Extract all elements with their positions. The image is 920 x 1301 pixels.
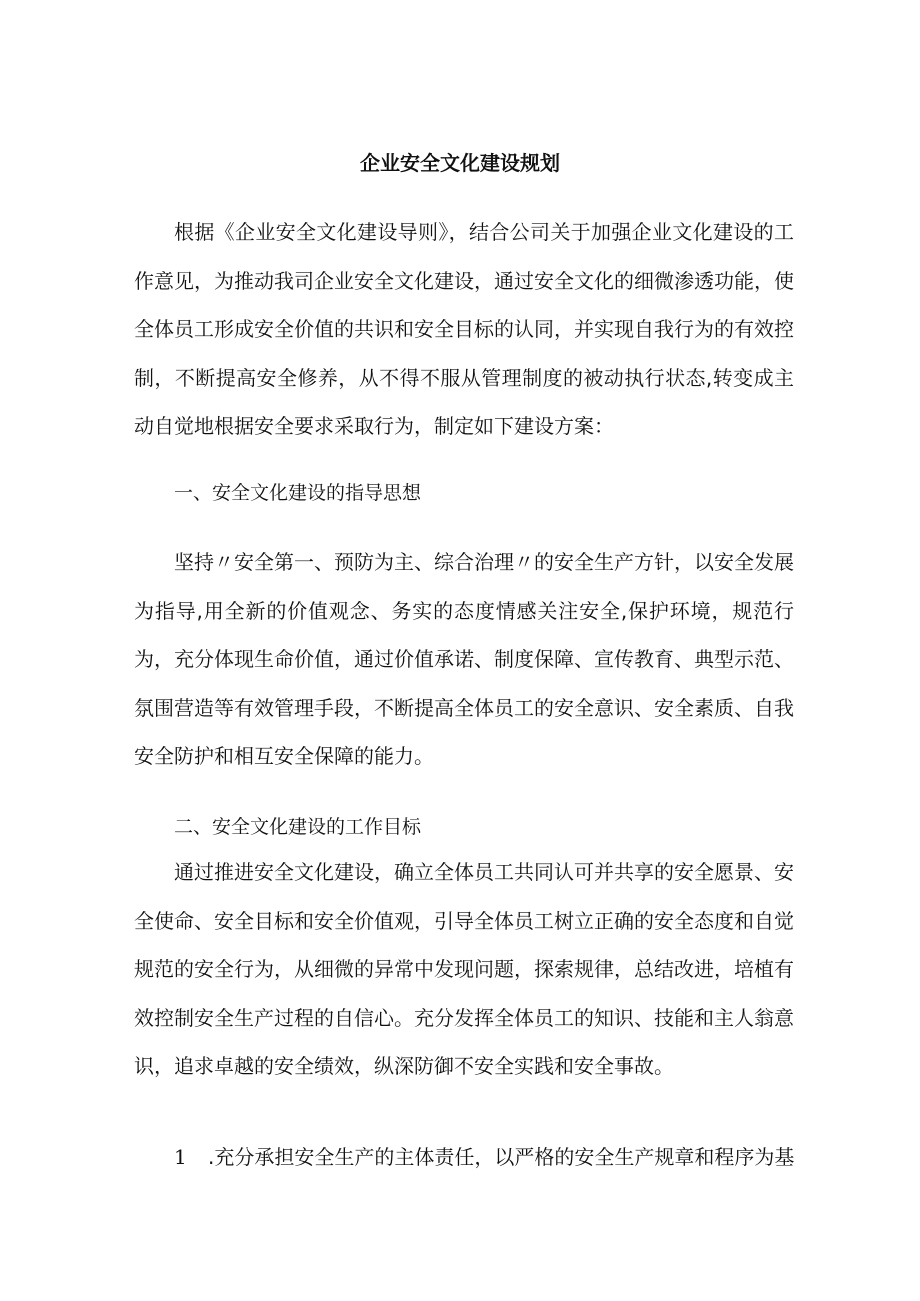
intro-paragraph: 根据《企业安全文化建设导则》，结合公司关于加强企业文化建设的工作意见，为推动我司企业安全文化建设，通过安全文化的细微渗透功能，使全体员工形成安全价值的共识和安全目标的认同，并实现自我行为的有效控制，不断提高安全修养，从不得不服从管理制度的被动执行状态,转变成主动自觉地根据安全要求采取行为，制定如下建设方案：: [134, 220, 794, 439]
list-item-number: 1: [174, 1145, 187, 1169]
document-title: 企业安全文化建设规划: [360, 151, 560, 175]
section-heading-work-goals: 二、安全文化建设的工作目标: [174, 816, 422, 838]
list-item-text: .充分承担安全生产的主体责任，以严格的安全生产规章和程序为基: [208, 1145, 795, 1169]
section-body-work-goals: 通过推进安全文化建设，确立全体员工共同认可并共享的安全愿景、安全使命、安全目标和安全价值观，引导全体员工树立正确的安全态度和自觉规范的安全行为，从细微的异常中发现问题，探索规律，总结改进，培植有效控制安全生产过程的自信心。充分发挥全体员工的知识、技能和主人翁意识，追求卓越的安全绩效，纵深防御不安全实践和安全事故。: [134, 860, 794, 1079]
list-item: [174, 1140, 794, 1174]
section-body-guiding-ideology: 坚持〃安全第一、预防为主、综合治理〃的安全生产方针，以安全发展为指导,用全新的价值观念、务实的态度情感关注安全,保护环境，规范行为，充分体现生命价值，通过价值承诺、制度保障、宣传教育、典型示范、氛围营造等有效管理手段，不断提高全体员工的安全意识、安全素质、自我安全防护和相互安全保障的能力。: [134, 550, 794, 769]
section-heading-guiding-ideology: 一、安全文化建设的指导思想: [174, 482, 422, 504]
